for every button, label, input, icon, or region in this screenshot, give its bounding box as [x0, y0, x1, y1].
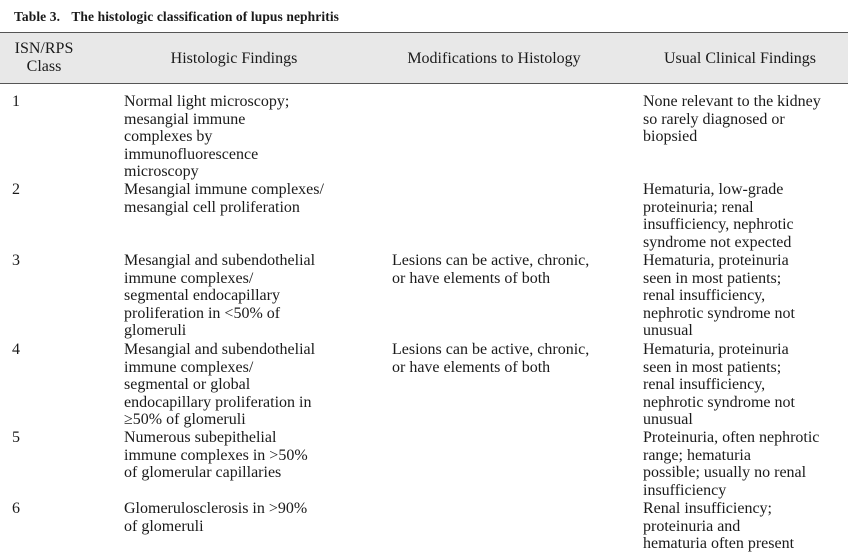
header-class-line1: ISN/RPS: [14, 40, 74, 57]
clinical-line: proteinuria and: [643, 517, 741, 535]
findings-line: of glomeruli: [124, 517, 204, 535]
class-cell: 2: [12, 181, 20, 198]
findings-cell: [124, 500, 379, 535]
class-cell: 6: [12, 500, 20, 517]
table-number: Table 3.: [14, 9, 61, 24]
clinical-line: Hematuria, proteinuria: [643, 341, 789, 358]
findings-line: immune complexes in >50%: [124, 446, 308, 464]
findings-cell: [124, 429, 379, 482]
modifications-line: or have elements of both: [392, 269, 551, 287]
findings-line: immune complexes/: [124, 269, 254, 287]
clinical-line: insufficiency: [643, 481, 727, 499]
findings-line: Mesangial and subendothelial: [124, 341, 316, 358]
clinical-line: nephrotic syndrome not: [643, 393, 795, 411]
modifications-line: or have elements of both: [392, 358, 551, 376]
findings-cell: [124, 341, 379, 429]
clinical-line: possible; usually no renal: [643, 464, 807, 482]
clinical-line: hematuria often present: [643, 535, 795, 553]
clinical-line: unusual: [643, 322, 693, 340]
header-class-line2: Class: [26, 58, 62, 75]
clinical-line: renal insufficiency,: [643, 376, 766, 394]
clinical-line: None relevant to the kidney: [643, 93, 821, 110]
findings-cell: [124, 181, 379, 216]
clinical-line: biopsied: [643, 128, 698, 146]
clinical-line: Hematuria, low-grade: [643, 181, 784, 198]
clinical-cell: [643, 181, 848, 251]
clinical-line: seen in most patients;: [643, 269, 782, 287]
modifications-line: Lesions can be active, chronic,: [392, 252, 590, 269]
findings-line: glomeruli: [124, 322, 187, 340]
clinical-cell: [643, 252, 848, 340]
clinical-line: so rarely diagnosed or: [643, 110, 785, 128]
findings-cell: [124, 252, 379, 340]
clinical-line: Proteinuria, often nephrotic: [643, 429, 820, 446]
clinical-line: insufficiency, nephrotic: [643, 216, 794, 234]
findings-line: Glomerulosclerosis in >90%: [124, 500, 308, 517]
clinical-line: Renal insufficiency;: [643, 500, 772, 517]
findings-cell: [124, 93, 379, 181]
findings-line: Mesangial immune complexes/: [124, 181, 324, 198]
findings-line: Normal light microscopy;: [124, 93, 290, 110]
clinical-line: syndrome not expected: [643, 233, 792, 251]
class-cell: 5: [12, 429, 20, 446]
findings-line: segmental endocapillary: [124, 287, 280, 305]
clinical-cell: [643, 93, 848, 146]
findings-line: complexes by: [124, 128, 213, 146]
table-header: [0, 33, 848, 84]
modifications-cell: [392, 341, 627, 376]
table-caption: [14, 9, 339, 25]
findings-line: endocapillary proliferation in: [124, 393, 312, 411]
clinical-cell: [643, 429, 848, 499]
clinical-cell: [643, 341, 848, 429]
findings-line: microscopy: [124, 163, 199, 181]
header-class: [6, 40, 82, 76]
clinical-line: Hematuria, proteinuria: [643, 252, 789, 269]
findings-line: of glomerular capillaries: [124, 464, 282, 482]
clinical-cell: [643, 500, 848, 553]
class-cell: 1: [12, 93, 20, 110]
header-clinical: Usual Clinical Findings: [664, 50, 816, 67]
clinical-line: nephrotic syndrome not: [643, 304, 795, 322]
clinical-line: unusual: [643, 411, 693, 429]
class-cell: 3: [12, 252, 20, 269]
header-findings: Histologic Findings: [170, 50, 298, 67]
findings-line: mesangial cell proliferation: [124, 198, 300, 216]
findings-line: Mesangial and subendothelial: [124, 252, 316, 269]
clinical-line: proteinuria; renal: [643, 198, 754, 216]
modifications-line: Lesions can be active, chronic,: [392, 341, 590, 358]
clinical-line: range; hematuria: [643, 446, 751, 464]
table-title: The histologic classification of lupus nephritis: [71, 9, 340, 24]
findings-line: segmental or global: [124, 376, 251, 394]
findings-line: immune complexes/: [124, 358, 254, 376]
clinical-line: renal insufficiency,: [643, 287, 766, 305]
modifications-cell: [392, 252, 627, 287]
header-modifications: Modifications to Histology: [407, 50, 581, 67]
findings-line: proliferation in <50% of: [124, 304, 281, 322]
findings-line: Numerous subepithelial: [124, 429, 277, 446]
class-cell: 4: [12, 341, 20, 358]
findings-line: ≥50% of glomeruli: [124, 411, 246, 429]
clinical-line: seen in most patients;: [643, 358, 782, 376]
findings-line: mesangial immune: [124, 110, 246, 128]
findings-line: immunofluorescence: [124, 145, 259, 163]
